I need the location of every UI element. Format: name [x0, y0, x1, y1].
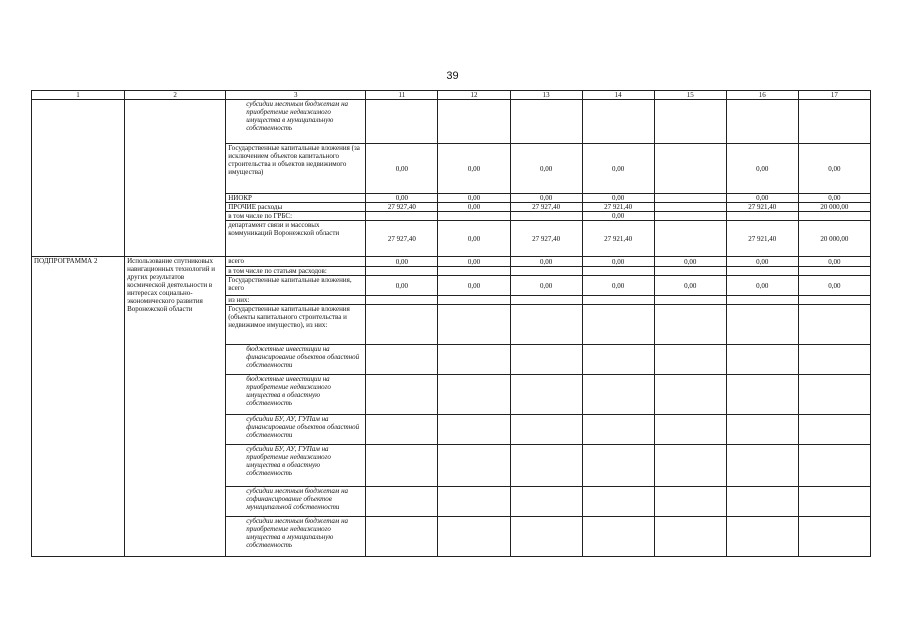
value-cell: 0,00 [582, 194, 654, 203]
row-label: субсидии местным бюджетам на приобретение недвижимого имущества в муниципальную собственность [226, 517, 366, 557]
value-cell: 0,00 [438, 203, 510, 212]
value-cell: 0,00 [366, 257, 438, 267]
row-label: в том числе по ГРБС: [226, 212, 366, 221]
value-cell [438, 100, 510, 144]
row-label: Государственные капитальные вложения, всего [226, 276, 366, 296]
budget-table [31, 90, 871, 557]
row-label: бюджетные инвестиции на приобретение недвижимого имущества в областную собственность [226, 375, 366, 415]
value-cell [726, 517, 798, 557]
value-cell [438, 445, 510, 487]
value-cell [438, 305, 510, 345]
value-cell [510, 375, 582, 415]
value-cell [726, 305, 798, 345]
row-label: субсидии БУ, АУ, ГУПам на приобретение недвижимого имущества в областную собственность [226, 445, 366, 487]
value-cell [726, 100, 798, 144]
value-cell [510, 445, 582, 487]
value-cell [726, 267, 798, 276]
value-cell [654, 517, 726, 557]
value-cell [654, 221, 726, 257]
row-label: всего [226, 257, 366, 267]
value-cell: 0,00 [438, 194, 510, 203]
value-cell: 0,00 [798, 276, 870, 296]
value-cell: 0,00 [582, 276, 654, 296]
row-label: субсидии местным бюджетам на приобретение недвижимого имущества в муниципальную собственность [226, 100, 366, 144]
value-cell: 0,00 [654, 257, 726, 267]
value-cell [798, 517, 870, 557]
value-cell: 0,00 [798, 257, 870, 267]
value-cell: 0,00 [726, 144, 798, 194]
value-cell [654, 212, 726, 221]
value-cell [438, 487, 510, 517]
value-cell: 27 921,40 [726, 203, 798, 212]
value-cell [582, 375, 654, 415]
value-cell [366, 100, 438, 144]
page-number: 39 [446, 70, 459, 82]
value-cell: 27 927,40 [366, 203, 438, 212]
value-cell [726, 445, 798, 487]
value-cell: 0,00 [582, 257, 654, 267]
value-cell [510, 296, 582, 305]
value-cell [726, 345, 798, 375]
value-cell: 27 927,40 [366, 221, 438, 257]
value-cell [438, 212, 510, 221]
value-cell [366, 267, 438, 276]
value-cell [366, 487, 438, 517]
value-cell [438, 415, 510, 445]
row-label: в том числе по статьям расходов: [226, 267, 366, 276]
value-cell [438, 375, 510, 415]
value-cell [366, 305, 438, 345]
value-cell: 0,00 [366, 144, 438, 194]
column-header: 3 [226, 91, 366, 100]
row-label: Государственные капитальные вложения (объекты капитального строительства и недвижимое имущество), из них: [226, 305, 366, 345]
value-cell [510, 345, 582, 375]
value-cell [654, 445, 726, 487]
value-cell [654, 487, 726, 517]
value-cell: 27 921,40 [726, 221, 798, 257]
row-label: НИОКР [226, 194, 366, 203]
column-header: 11 [366, 91, 438, 100]
value-cell [582, 296, 654, 305]
value-cell [654, 296, 726, 305]
value-cell [798, 305, 870, 345]
value-cell: 0,00 [726, 257, 798, 267]
column-header: 2 [125, 91, 226, 100]
value-cell [366, 517, 438, 557]
row-label: департамент связи и массовых коммуникаций Воронежской области [226, 221, 366, 257]
value-cell [654, 375, 726, 415]
value-cell [798, 267, 870, 276]
value-cell [798, 100, 870, 144]
value-cell: 0,00 [438, 221, 510, 257]
value-cell: 0,00 [654, 276, 726, 296]
value-cell: 0,00 [798, 144, 870, 194]
value-cell [582, 267, 654, 276]
value-cell: 0,00 [726, 276, 798, 296]
program-cell [32, 100, 125, 257]
value-cell: 27 921,40 [582, 203, 654, 212]
value-cell: 20 000,00 [798, 203, 870, 212]
value-cell [726, 212, 798, 221]
value-cell [654, 415, 726, 445]
row-label: субсидии местным бюджетам на софинансирование объектов муниципальной собственности [226, 487, 366, 517]
value-cell [726, 375, 798, 415]
value-cell [510, 415, 582, 445]
value-cell [510, 305, 582, 345]
value-cell [510, 487, 582, 517]
value-cell [366, 296, 438, 305]
value-cell: 0,00 [438, 276, 510, 296]
value-cell [438, 517, 510, 557]
value-cell [798, 345, 870, 375]
value-cell: 0,00 [798, 194, 870, 203]
value-cell [582, 305, 654, 345]
value-cell [654, 203, 726, 212]
value-cell: 20 000,00 [798, 221, 870, 257]
value-cell [438, 345, 510, 375]
value-cell [366, 445, 438, 487]
value-cell [654, 305, 726, 345]
value-cell [654, 144, 726, 194]
value-cell [798, 445, 870, 487]
column-header: 12 [438, 91, 510, 100]
value-cell [582, 487, 654, 517]
value-cell [582, 345, 654, 375]
column-header: 14 [582, 91, 654, 100]
value-cell [798, 296, 870, 305]
value-cell [582, 415, 654, 445]
value-cell [726, 296, 798, 305]
value-cell [798, 212, 870, 221]
row-label: ПРОЧИЕ расходы [226, 203, 366, 212]
column-header: 16 [726, 91, 798, 100]
value-cell [582, 445, 654, 487]
value-cell [366, 415, 438, 445]
table-row [32, 100, 871, 144]
value-cell [438, 267, 510, 276]
value-cell [798, 487, 870, 517]
value-cell [366, 345, 438, 375]
value-cell [654, 100, 726, 144]
value-cell: 0,00 [510, 144, 582, 194]
value-cell [582, 517, 654, 557]
value-cell [510, 267, 582, 276]
value-cell: 0,00 [366, 194, 438, 203]
value-cell [510, 517, 582, 557]
value-cell: 0,00 [366, 276, 438, 296]
value-cell [798, 375, 870, 415]
column-header: 15 [654, 91, 726, 100]
value-cell: 0,00 [726, 194, 798, 203]
row-label: Государственные капитальные вложения (за исключением объектов капитального строительства и объектов недвижимого имущества) [226, 144, 366, 194]
value-cell [726, 487, 798, 517]
value-cell: 0,00 [438, 257, 510, 267]
value-cell: 27 921,40 [582, 221, 654, 257]
column-header: 17 [798, 91, 870, 100]
value-cell: 0,00 [510, 257, 582, 267]
value-cell: 27 927,40 [510, 221, 582, 257]
value-cell [798, 415, 870, 445]
value-cell: 0,00 [582, 212, 654, 221]
value-cell: 27 927,40 [510, 203, 582, 212]
column-header: 1 [32, 91, 125, 100]
value-cell [654, 345, 726, 375]
value-cell [366, 212, 438, 221]
value-cell [726, 415, 798, 445]
value-cell [582, 100, 654, 144]
value-cell: 0,00 [510, 194, 582, 203]
column-header: 13 [510, 91, 582, 100]
row-label: бюджетные инвестиции на финансирование объектов областной собственности [226, 345, 366, 375]
value-cell [510, 100, 582, 144]
row-label: из них: [226, 296, 366, 305]
table-row [32, 257, 871, 267]
value-cell [366, 375, 438, 415]
value-cell [510, 212, 582, 221]
program-name-cell: Использование спутниковых навигационных технологий и других результатов космической деятельности в интересах социально-экономического развития Воронежской области [125, 257, 226, 557]
header-row [32, 91, 871, 100]
program-name-cell [125, 100, 226, 257]
value-cell: 0,00 [438, 144, 510, 194]
value-cell: 0,00 [582, 144, 654, 194]
value-cell [438, 296, 510, 305]
program-cell: ПОДПРОГРАММА 2 [32, 257, 125, 557]
value-cell [654, 194, 726, 203]
row-label: субсидии БУ, АУ, ГУПам на финансирование объектов областной собственности [226, 415, 366, 445]
value-cell: 0,00 [510, 276, 582, 296]
value-cell [654, 267, 726, 276]
